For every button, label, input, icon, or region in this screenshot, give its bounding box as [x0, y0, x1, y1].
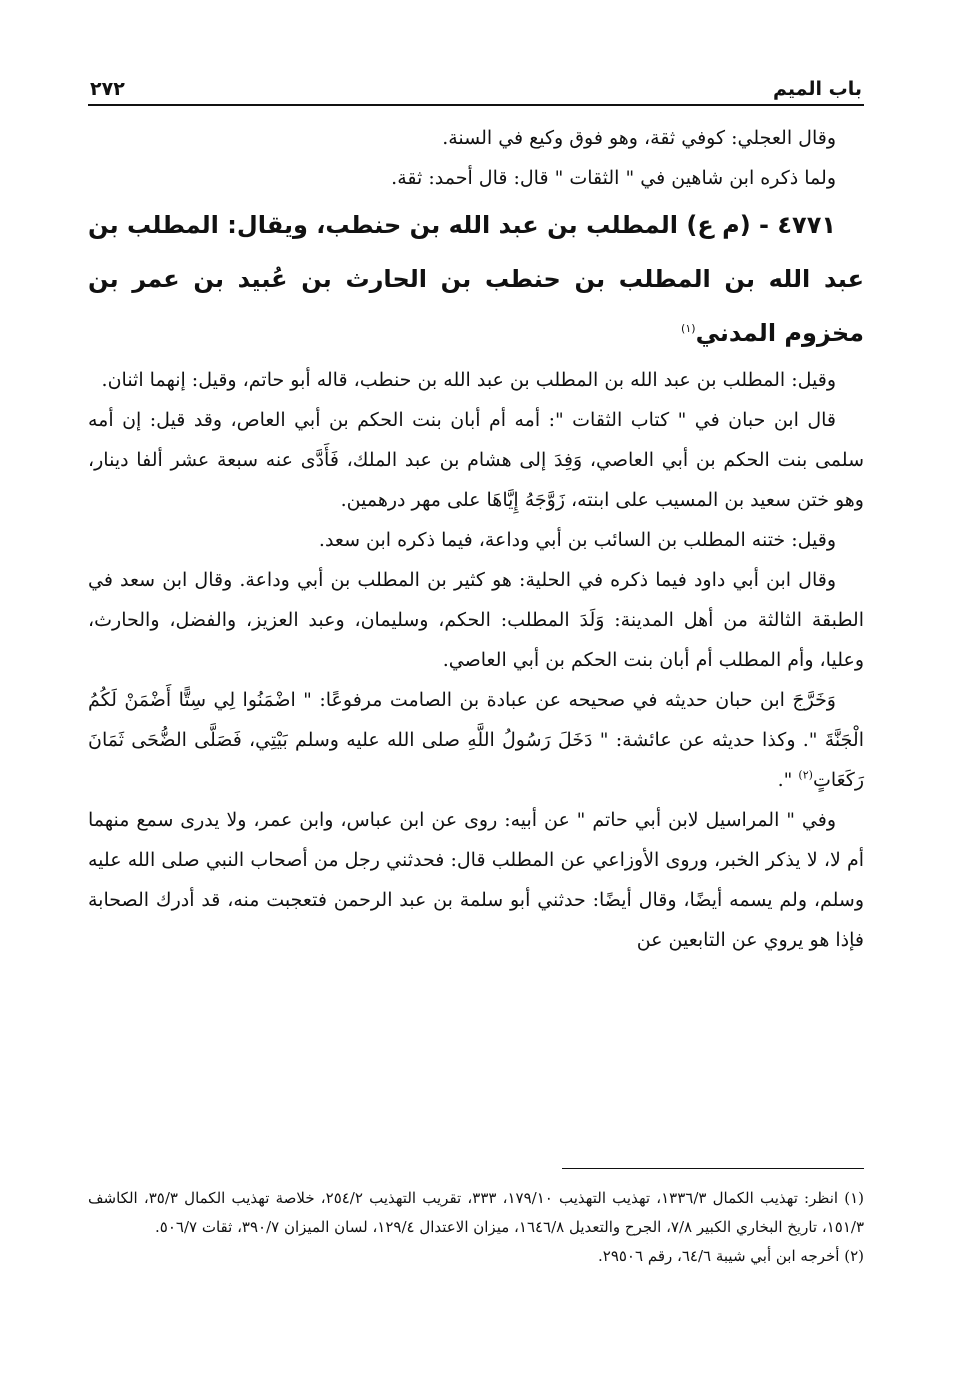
footnote-2: (٢) أخرجه ابن أبي شيبة ٦٤/٦، رقم ٢٩٥٠٦. [597, 1247, 864, 1265]
chapter-title: باب الميم [772, 78, 862, 100]
page-header [88, 62, 864, 106]
footnote-ref-2: (٢) [798, 768, 813, 782]
footnotes [88, 1184, 864, 1271]
paragraph: قال ابن حبان في " كتاب الثقات ": أمه أم أبان بنت الحكم بن أبي العاص، وقد قيل: إن أمه سلمى بنت الحكم بن أبي العاصي، وَفِدَ إلى هشام بن عبد الملك، فَأَدَّى عنه سبعة عشر ألفا دينار، وهو ختن سعيد بن المسيب على ابنته، زَوَّجَهُ إِيَّاهَا على مهر درهمين. [88, 409, 864, 511]
entry-heading [88, 198, 864, 360]
page-number: ٢٧٢ [90, 78, 125, 100]
paragraph [88, 680, 864, 800]
footnote-ref-1: (١) [681, 322, 696, 335]
paragraph: وفي " المراسيل لابن أبي حاتم " عن أبيه: روى عن ابن عباس، وابن عمر، ولا يدرى سمع منهما أم لا، لا يذكر الخبر، وروى الأوزاعي عن المطلب قال: فحدثني رجل من أصحاب النبي صلى الله عليه وسلم، ولم يسمه أيضًا، وقال أيضًا: حدثني أبو سلمة بن عبد الرحمن فتعجبت منه، قد أدرك الصحابة فإذا هو يروي عن التابعين عن [88, 809, 864, 951]
text-line: ولما ذكره ابن شاهين في " الثقات " قال: قال أحمد: ثقة. [391, 167, 836, 189]
main-text [88, 118, 864, 960]
footnote-1: (١) انظر: تهذيب الكمال ١٣٣٦/٣، تهذيب التهذيب ١٧٩/١٠، ٣٣٣، تقريب التهذيب ٢٥٤/٢، خلاصة تهذيب الكمال ٣٥/٣، الكاشف ١٥١/٣، تاريخ البخاري الكبير ٧/٨، الجرح والتعديل ١٦٤٦/٨، ميزان الاعتدال ١٢٩/٤، لسان الميزان ٣٩٠/٧، ثقات ٥٠٦/٧. [88, 1189, 865, 1236]
hadith-text: وَخَرَّجَ ابن حبان حديثه في صحيحه عن عبادة بن الصامت مرفوعًا: " اضْمَنُوا لِي سِتًّا أَضْمَنْ لَكُمُ الْجَنَّةَ ". وكذا حديثه عن عائشة: " دَخَلَ رَسُولُ اللَّهِ صلى الله عليه وسلم بَيْتِي، فَصَلَّى الضُّحَى ثَمَانَ رَكَعَاتٍ [88, 689, 864, 791]
hadith-text-end: ". [777, 769, 799, 791]
paragraph: وقال ابن أبي داود فيما ذكره في الحلية: هو كثير بن المطلب بن أبي وداعة. وقال ابن سعد في الطبقة الثالثة من أهل المدينة: وَلَدَ المطلب: الحكم، وسليمان، وعبد العزيز، والفضل، والحارث، وعليا، وأم المطلب أم أبان بنت الحكم بن أبي العاصي. [88, 569, 864, 671]
text-line: وقال العجلي: كوفي ثقة، وهو فوق وكيع في السنة. [442, 127, 836, 149]
footnote-separator [562, 1168, 864, 1169]
book-page [88, 62, 864, 1362]
entry-heading-text: ٤٧٧١ - (م ع) المطلب بن عبد الله بن حنطب، ويقال: المطلب بن عبد الله بن المطلب بن حنطب بن الحارث بن عُبيد بن عمر بن مخزوم المدني [88, 211, 864, 347]
paragraph: وقيل: ختنه المطلب بن السائب بن أبي وداعة، فيما ذكره ابن سعد. [318, 529, 836, 551]
paragraph: وقيل: المطلب بن عبد الله بن المطلب بن عبد الله بن حنطب، قاله أبو حاتم، وقيل: إنهما اثنان. [101, 369, 836, 391]
